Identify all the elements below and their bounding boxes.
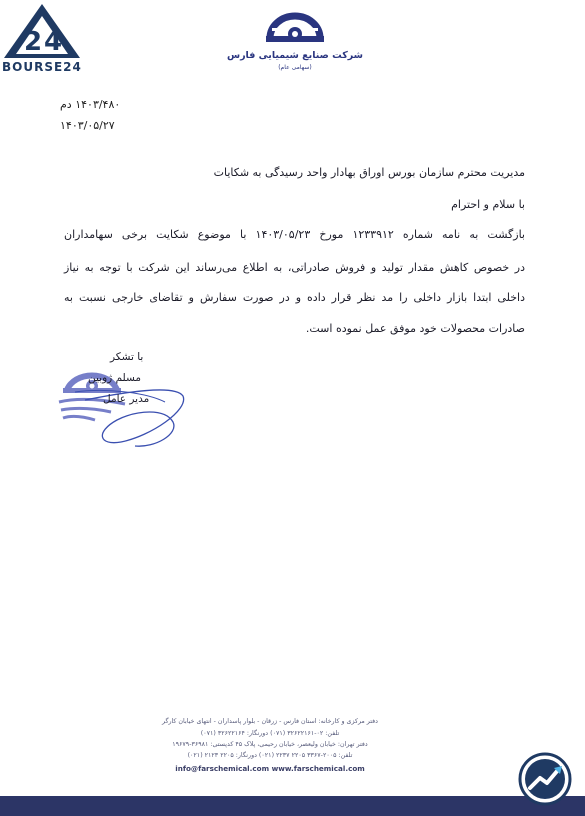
svg-text:4: 4	[44, 27, 63, 57]
body-line: داخلی ابتدا بازار داخلی را مد نظر قرار داده و در صورت سفارش و تقاضای خارجی نسبت به	[64, 291, 525, 304]
letter-number: ۱۴۰۳/۴۸۰ دم	[60, 98, 121, 111]
watermark-brand-text: BOURSE24	[2, 60, 82, 74]
body-line: صادرات محصولات خود موفق عمل نموده است.	[305, 322, 525, 335]
company-name: شرکت صنایع شیمیایی فارس	[226, 50, 363, 61]
signature-closing: با تشکر	[110, 351, 144, 363]
letter-greeting: با سلام و احترام	[451, 198, 525, 211]
footer-phone-line: تلفن: ۰۲-۳۲۶۲۲۱۶۱ (۰۷۱) دورنگار: ۳۲۶۲۲۱۶۴ (۰۷۱)	[200, 730, 340, 737]
footer-bar	[0, 796, 585, 816]
signer-title: مدیر عامل	[103, 393, 150, 405]
letter-recipient: مدیریت محترم سازمان بورس اوراق بهادار واحد رسیدگی به شکایات	[213, 166, 525, 179]
trend-badge-icon	[518, 752, 572, 806]
footer-tehran-phone-line: تلفن: ۲۰۰۵-۳۳۶۷ ۲۲۰۵ ۲۲۳۷ (۰۲۱) دورنگار: ۲۲۰۵ ۲۱۲۳ (۰۲۱)	[187, 752, 353, 759]
body-line: در خصوص کاهش مقدار تولید و فروش صادراتی، به اطلاع می‌رساند این شرکت با توجه به نیاز	[64, 261, 525, 274]
body-line: بازگشت به نامه شماره ۱۲۳۳۹۱۲ مورخ ۱۴۰۳/۰۵/۲۳ با موضوع شکایت برخی سهامداران	[64, 228, 525, 241]
company-logo-icon	[262, 12, 328, 48]
footer-address-line: دفتر مرکزی و کارخانه: استان فارس - زرقان - بلوار پاسداران - انتهای خیابان کارگر	[162, 718, 378, 725]
footer-contact-line: info@farschemical.com www.farschemical.com	[175, 764, 365, 773]
company-subtitle: (سهامی عام)	[278, 64, 312, 71]
signer-name: مسلم ژوبین	[88, 372, 142, 384]
footer-tehran-address-line: دفتر تهران: خیابان ولیعصر، خیابان رحیمی، پلاک ۴۵ کدپستی: ۳۶۹۸۱-۱۹۶۷۹	[172, 741, 368, 748]
svg-text:2: 2	[24, 27, 43, 57]
letter-date: ۱۴۰۳/۰۵/۲۷	[60, 119, 115, 132]
